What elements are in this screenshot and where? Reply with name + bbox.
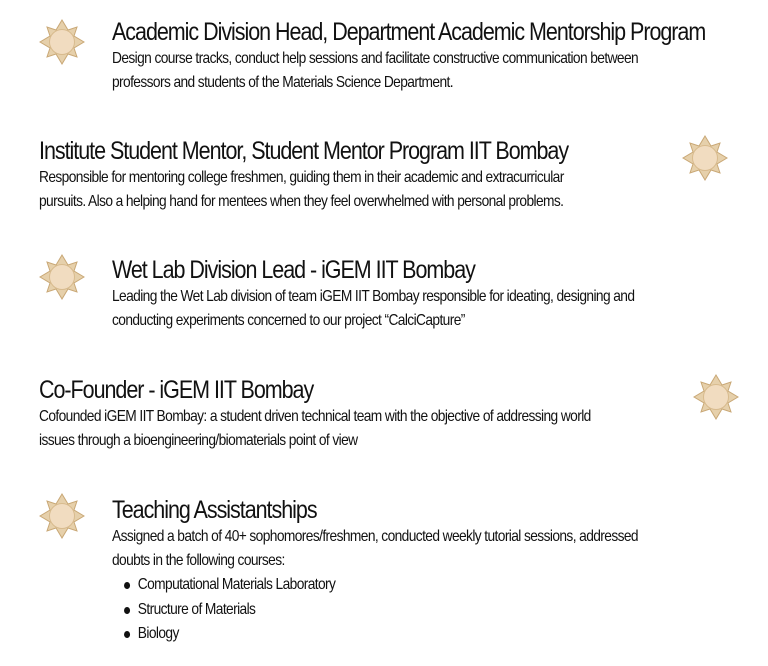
lotus-icon (692, 373, 740, 421)
course-list (112, 573, 638, 647)
entry-title: Co-Founder - iGEM IIT Bombay (39, 376, 314, 404)
entry-title: Institute Student Mentor, Student Mentor Program IIT Bombay (39, 137, 569, 165)
lotus-icon (38, 18, 86, 66)
course-item: Biology (112, 622, 638, 647)
lotus-icon (38, 492, 86, 540)
lotus-icon (38, 253, 86, 301)
entry-desc-line: issues through a bioengineering/biomaterials point of view (39, 432, 358, 449)
course-item: Structure of Materials (112, 598, 638, 623)
lotus-icon (681, 134, 729, 182)
entry-title: Teaching Assistantships (112, 496, 317, 524)
entry-desc-line: doubts in the following courses: (112, 552, 285, 569)
entry-academic-division-head (112, 17, 768, 95)
entry-desc-line: pursuits. Also a helping hand for mentees when they feel overwhelmed with personal problems. (39, 193, 564, 210)
entry-title: Wet Lab Division Lead - iGEM IIT Bombay (112, 256, 475, 284)
entry-desc-line: Leading the Wet Lab division of team iGEM IIT Bombay responsible for ideating, designing and (112, 288, 635, 305)
entry-desc-line: Responsible for mentoring college freshmen, guiding them in their academic and extracurricular (39, 169, 564, 186)
entry-desc-line: conducting experiments concerned to our project “CalciCapture” (112, 312, 465, 329)
entry-institute-student-mentor (39, 136, 654, 214)
entry-teaching-assistantships (112, 495, 724, 647)
entry-wet-lab-lead (112, 255, 719, 333)
course-item: Computational Materials Laboratory (112, 573, 638, 598)
entry-co-founder (39, 375, 681, 453)
entry-desc-line: Assigned a batch of 40+ sophomores/freshmen, conducted weekly tutorial sessions, addressed (112, 528, 638, 545)
entry-desc-line: Cofounded iGEM IIT Bombay: a student driven technical team with the objective of addressing world (39, 408, 591, 425)
entry-desc-line: professors and students of the Materials Science Department. (112, 74, 453, 91)
entry-desc-line: Design course tracks, conduct help sessions and facilitate constructive communication between (112, 50, 639, 67)
entry-title: Academic Division Head, Department Academic Mentorship Program (112, 18, 706, 46)
